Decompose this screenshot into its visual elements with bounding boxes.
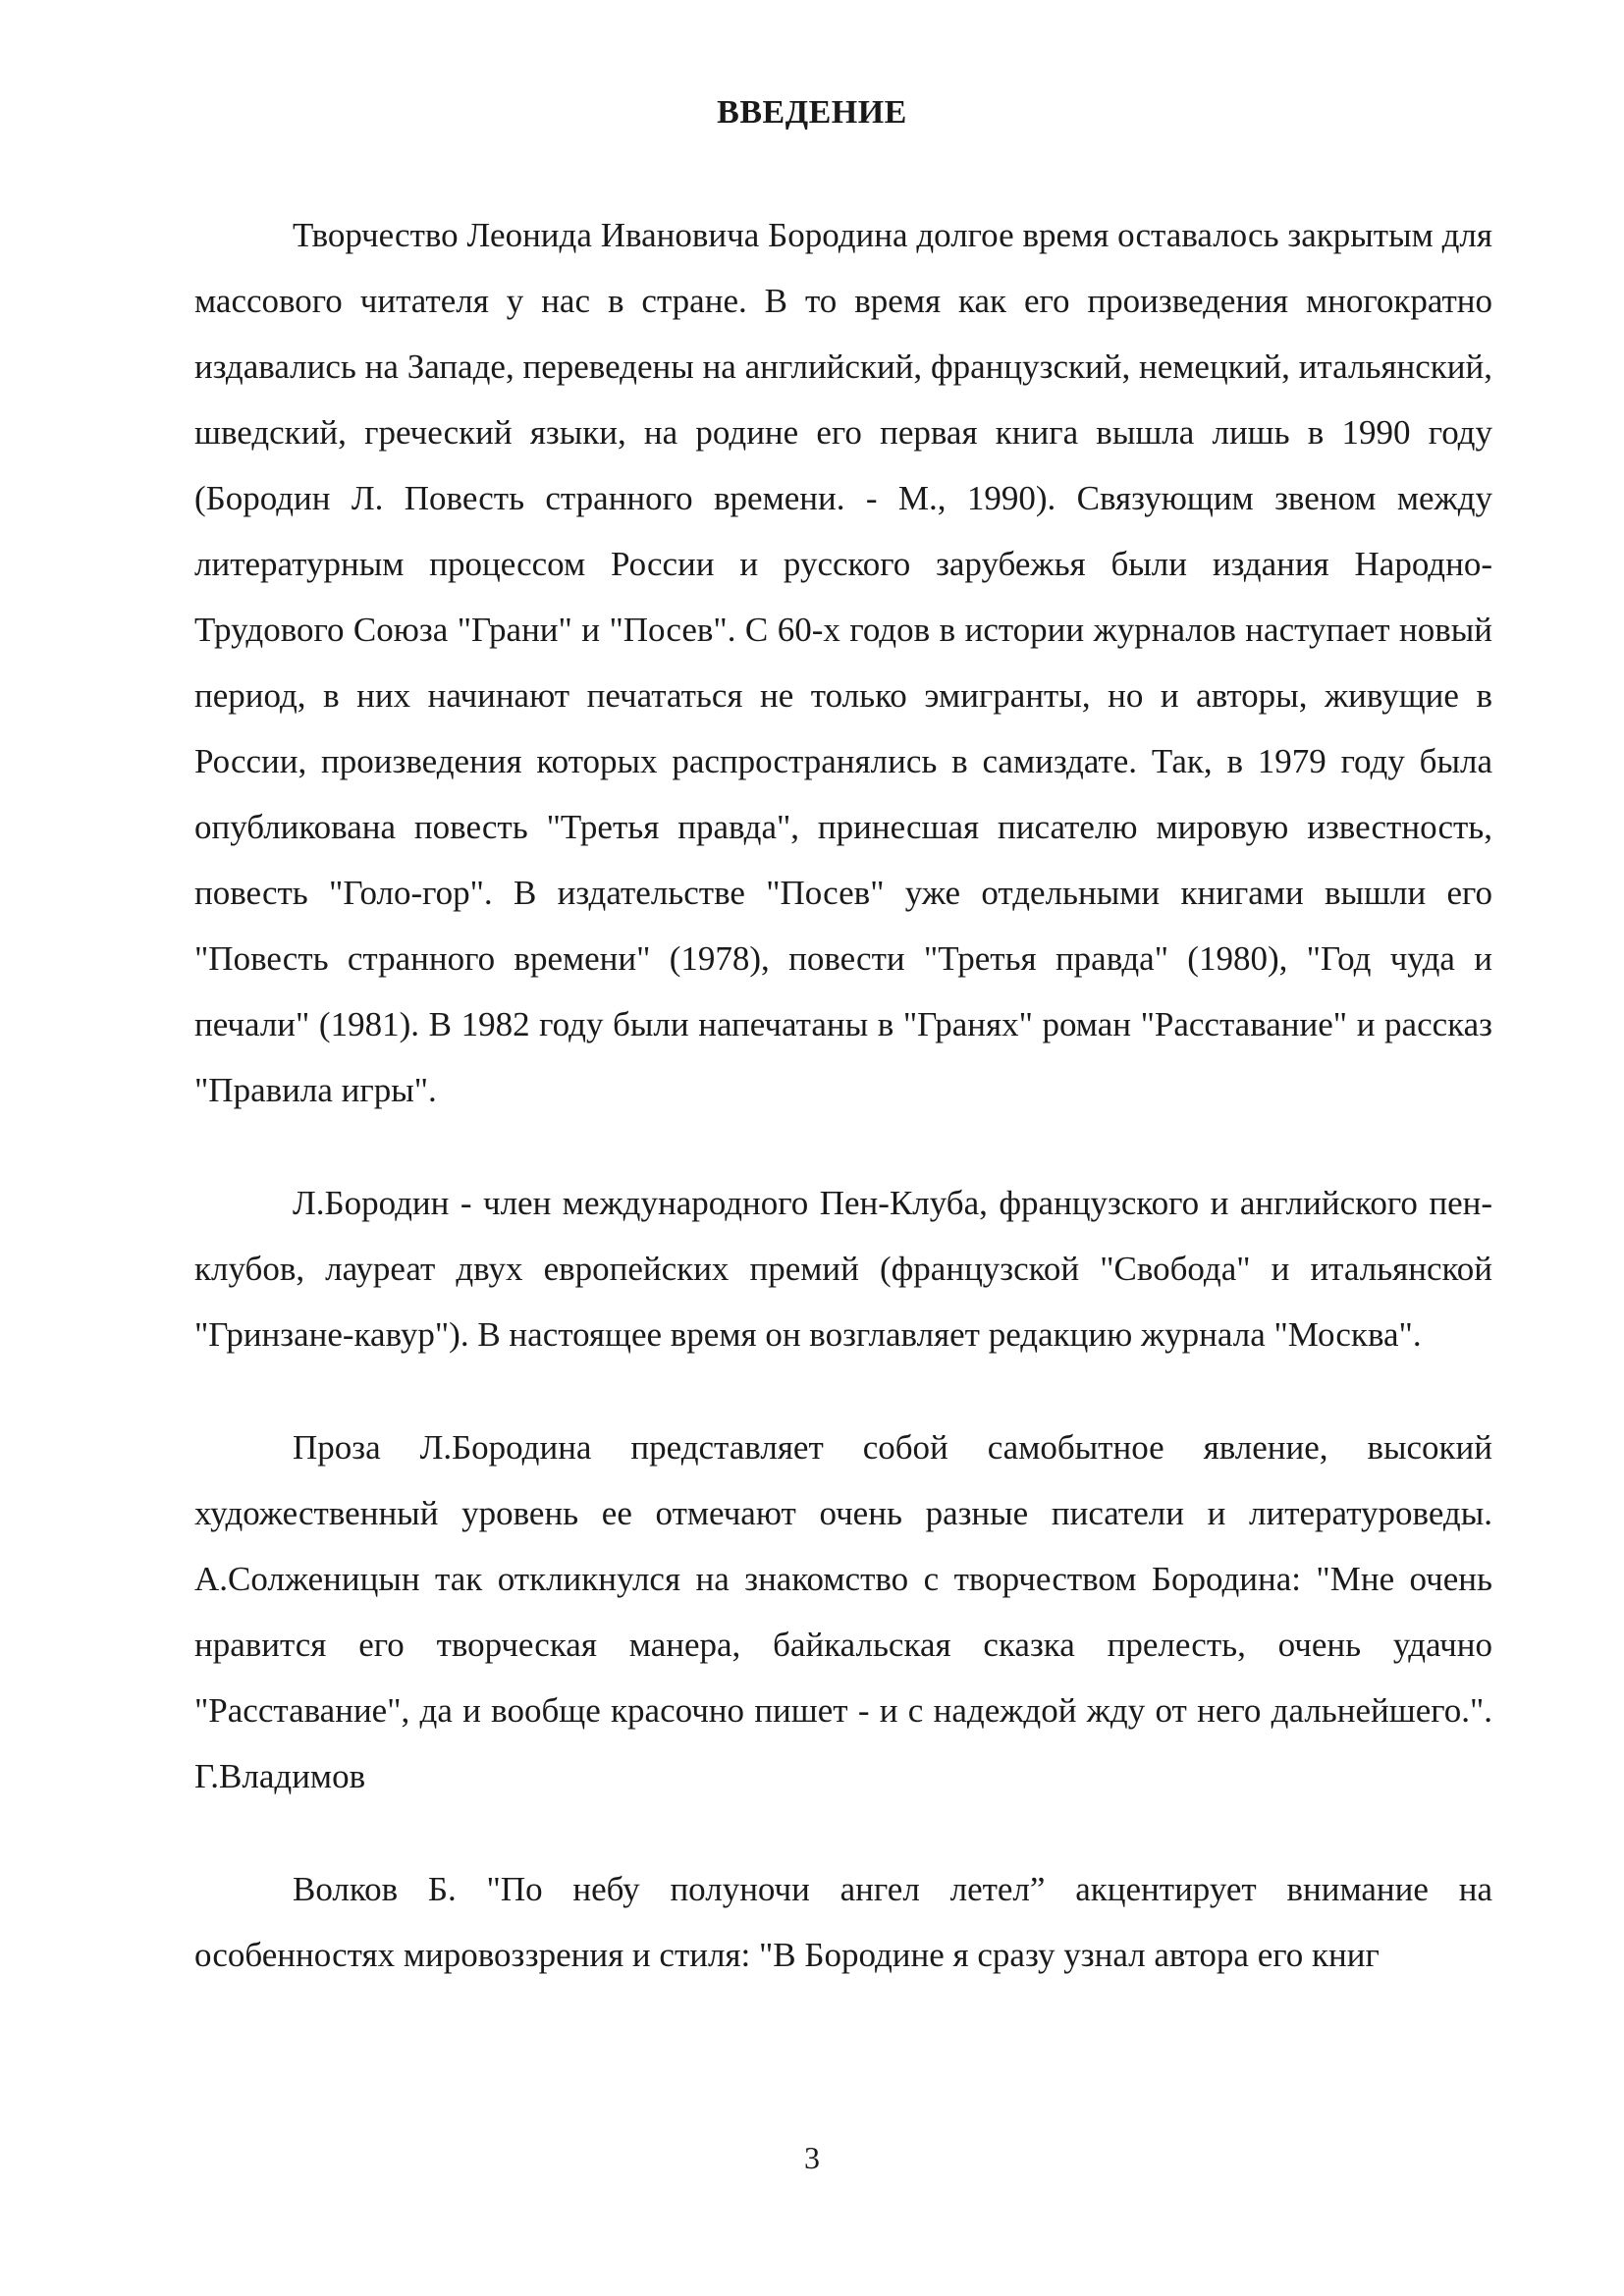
- paragraph-3: Проза Л.Бородина представляет собой самобытное явление, высокий художественный уровень ее отмечают очень разные писатели и литературоведы. А.Солженицын так откликнулся на знакомство с творчеством Бородина: "Мне очень нравится его творческая манера, байкальская сказка прелесть, очень удачно "Расставание", да и вообще красочно пишет - и с надеждой жду от него дальнейшего.". Г.Владимов: [194, 1428, 1492, 1795]
- paragraph-4: Волков Б. "По небу полуночи ангел летел” акцентирует внимание на особенностях мировоззрения и стиля: "В Бородине я сразу узнал автора его книг: [194, 1870, 1492, 1974]
- paragraph-2: Л.Бородин - член международного Пен-Клуба, французского и английского пен-клубов, лауреат двух европейских премий (французской "Свобода" и итальянской "Гринзане-кавур"). В настоящее время он возглавляет редакцию журнала "Москва".: [194, 1184, 1492, 1354]
- body-text: [194, 202, 1492, 1988]
- page-number: 3: [804, 2140, 820, 2175]
- paragraph-1: Творчество Леонида Ивановича Бородина долгое время оставалось закрытым для массового читателя у нас в стране. В то время как его произведения многократно издавались на Западе, переведены на английский, французский, немецкий, итальянский, шведский, греческий языки, на родине его первая книга вышла лишь в 1990 году (Бородин Л. Повесть странного времени. - М., 1990). Связующим звеном между литературным процессом России и русского зарубежья были издания Народно-Трудового Союза "Грани" и "Посев". С 60-х годов в истории журналов наступает новый период, в них начинают печататься не только эмигранты, но и авторы, живущие в России, произведения которых распространялись в самиздате. Так, в 1979 году была опубликована повесть "Третья правда", принесшая писателю мировую известность, повесть "Голо-гор". В издательстве "Посев" уже отдельными книгами вышли его "Повесть странного времени" (1978), повести "Третья правда" (1980), "Год чуда и печали" (1981). В 1982 году были напечатаны в "Гранях" роман "Расставание" и рассказ "Правила игры".: [194, 216, 1492, 1109]
- page-title: ВВЕДЕНИЕ: [717, 94, 907, 131]
